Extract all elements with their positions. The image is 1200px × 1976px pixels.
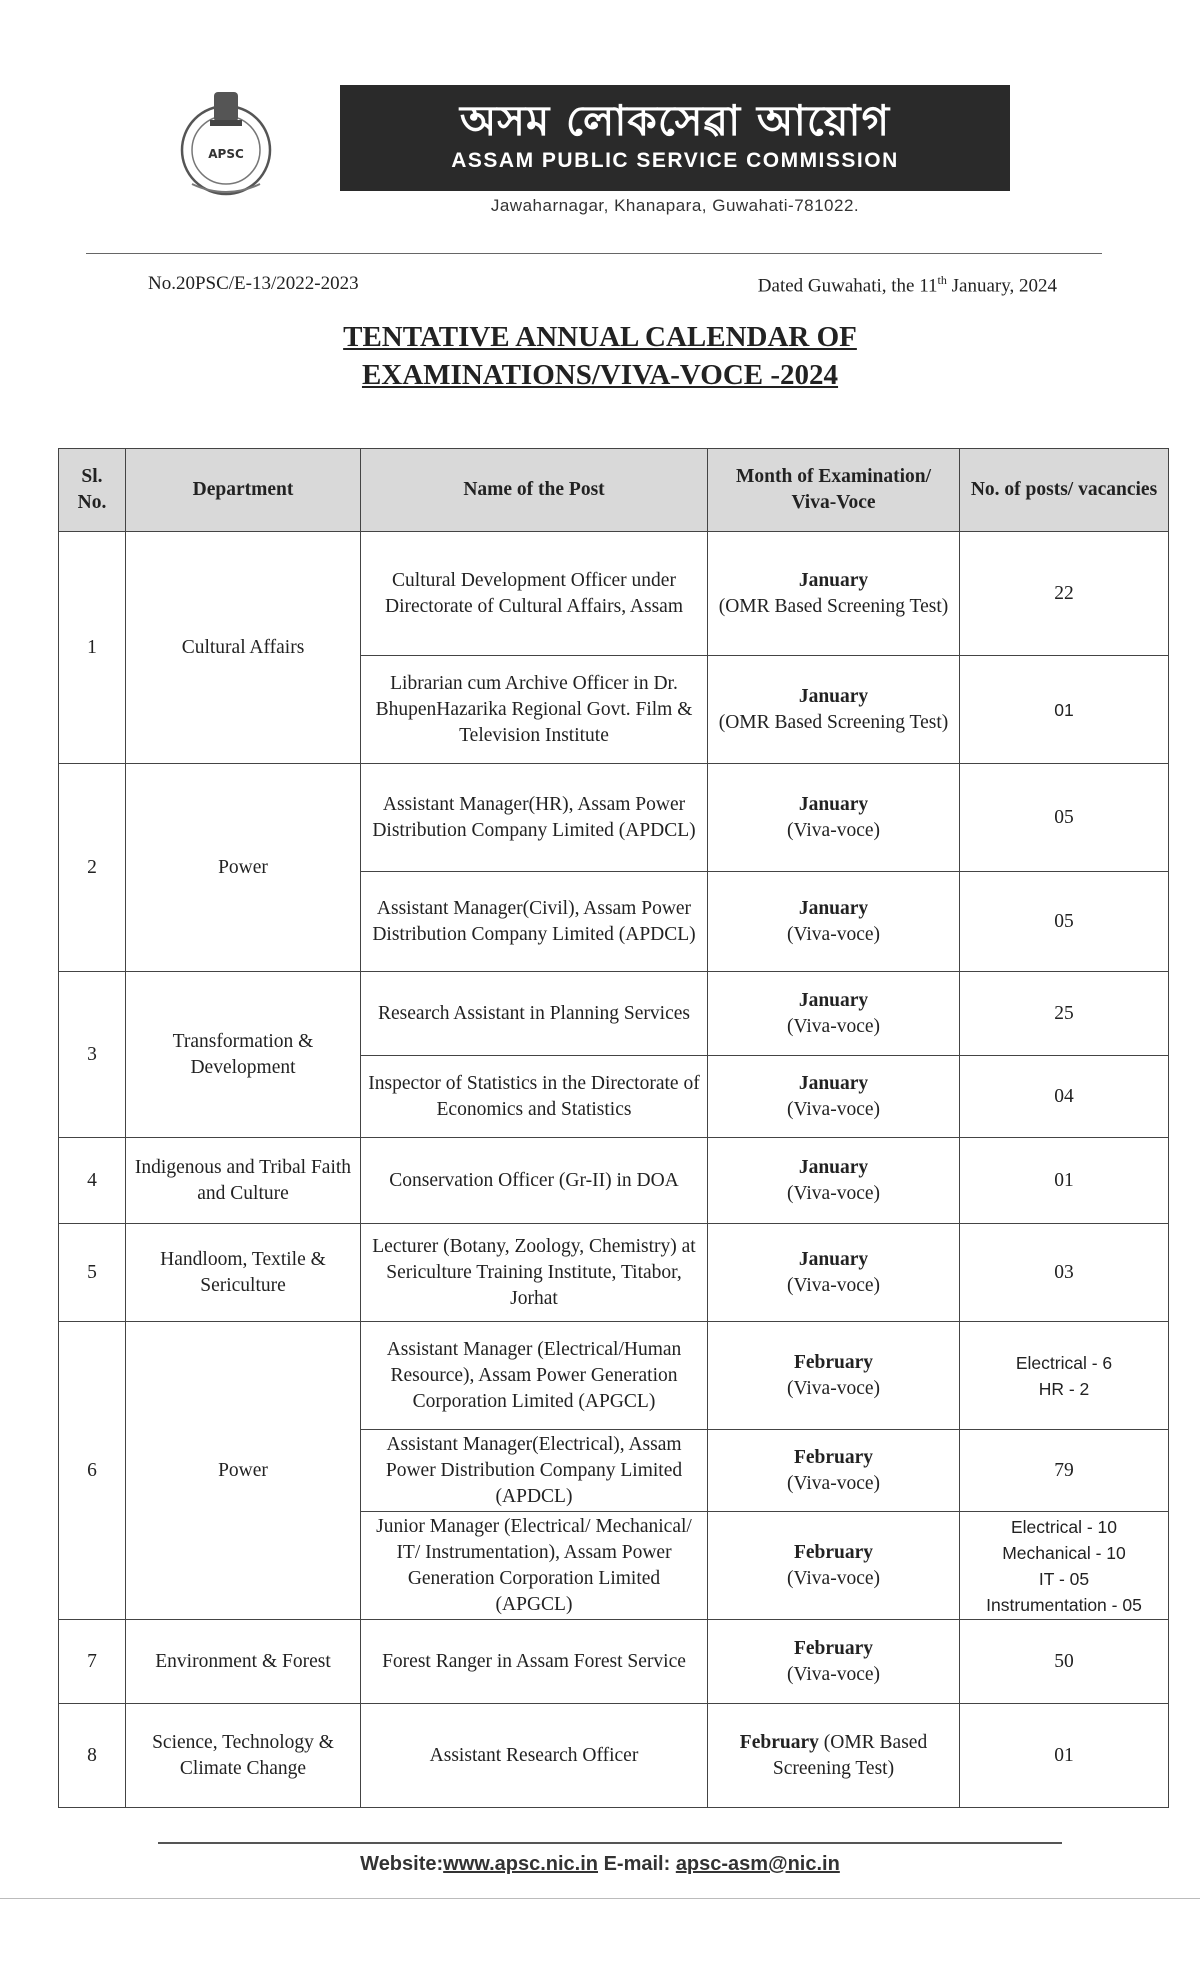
cell-sl: 7 xyxy=(59,1620,126,1704)
cell-post: Assistant Manager (Electrical/Human Resource), Assam Power Generation Corporation Limited (APGCL) xyxy=(361,1322,708,1430)
cell-month: February (Viva-voce) xyxy=(708,1430,960,1512)
header-sl-no: Sl. No. xyxy=(59,449,126,532)
cell-month: January (Viva-voce) xyxy=(708,1056,960,1138)
cell-post: Forest Ranger in Assam Forest Service xyxy=(361,1620,708,1704)
email-link[interactable]: apsc-asm@nic.in xyxy=(675,1853,840,1875)
footer-divider xyxy=(158,1842,1062,1844)
header-month: Month of Examination/ Viva-Voce xyxy=(708,449,960,532)
apsc-emblem-icon xyxy=(170,88,282,200)
cell-month: February (Viva-voce) xyxy=(708,1512,960,1620)
cell-sl: 4 xyxy=(59,1138,126,1224)
footer-contact xyxy=(0,1853,1200,1876)
header-vacancies: No. of posts/ vacancies xyxy=(960,449,1169,532)
reference-number: No.20PSC/E-13/2022-2023 xyxy=(148,273,359,294)
cell-vacancies: 03 xyxy=(960,1224,1169,1322)
table-row xyxy=(59,1322,1169,1430)
cell-department: Transformation & Development xyxy=(126,972,361,1138)
cell-post: Research Assistant in Planning Services xyxy=(361,972,708,1056)
cell-post: Lecturer (Botany, Zoology, Chemistry) at Sericulture Training Institute, Titabor, Jorhat xyxy=(361,1224,708,1322)
cell-sl: 5 xyxy=(59,1224,126,1322)
cell-sl: 8 xyxy=(59,1704,126,1808)
cell-department: Indigenous and Tribal Faith and Culture xyxy=(126,1138,361,1224)
cell-post: Assistant Manager(Civil), Assam Power Distribution Company Limited (APDCL) xyxy=(361,872,708,972)
header-department: Department xyxy=(126,449,361,532)
table-row xyxy=(59,1620,1169,1704)
cell-sl: 3 xyxy=(59,972,126,1138)
cell-post: Conservation Officer (Gr-II) in DOA xyxy=(361,1138,708,1224)
date-line: Dated Guwahati, the 11th January, 2024 xyxy=(757,273,1057,297)
table-row xyxy=(59,1224,1169,1322)
cell-vacancies: 50 xyxy=(960,1620,1169,1704)
cell-month: January (Viva-voce) xyxy=(708,972,960,1056)
cell-department: Cultural Affairs xyxy=(126,532,361,764)
website-label: Website: xyxy=(360,1853,444,1875)
emblem-text: APSC xyxy=(208,147,244,161)
cell-department: Environment & Forest xyxy=(126,1620,361,1704)
page-edge-line xyxy=(0,1898,1200,1899)
cell-vacancies: 04 xyxy=(960,1056,1169,1138)
commission-banner xyxy=(340,85,1010,191)
cell-vacancies: Electrical - 6 HR - 2 xyxy=(960,1322,1169,1430)
cell-post: Cultural Development Officer under Directorate of Cultural Affairs, Assam xyxy=(361,532,708,656)
cell-vacancies: 79 xyxy=(960,1430,1169,1512)
header-divider xyxy=(86,253,1102,254)
cell-sl: 2 xyxy=(59,764,126,972)
cell-vacancies: 01 xyxy=(960,1138,1169,1224)
table-header-row xyxy=(59,449,1169,532)
cell-post: Inspector of Statistics in the Directorate of Economics and Statistics xyxy=(361,1056,708,1138)
commission-address: Jawaharnagar, Khanapara, Guwahati-781022. xyxy=(490,196,860,215)
website-link[interactable]: www.apsc.nic.in xyxy=(443,1853,599,1875)
document-title-line1: TENTATIVE ANNUAL CALENDAR OF xyxy=(343,321,857,353)
cell-department: Power xyxy=(126,1322,361,1620)
cell-vacancies: 01 xyxy=(960,656,1169,764)
cell-post: Assistant Research Officer xyxy=(361,1704,708,1808)
cell-post: Junior Manager (Electrical/ Mechanical/ IT/ Instrumentation), Assam Power Generation Corporation Limited (APGCL) xyxy=(361,1512,708,1620)
cell-month: January (Viva-voce) xyxy=(708,1138,960,1224)
table-row xyxy=(59,972,1169,1056)
table-row xyxy=(59,764,1169,872)
cell-vacancies: 05 xyxy=(960,764,1169,872)
cell-department: Power xyxy=(126,764,361,972)
table-row xyxy=(59,1704,1169,1808)
cell-month: January (Viva-voce) xyxy=(708,872,960,972)
header-post: Name of the Post xyxy=(361,449,708,532)
document-title xyxy=(0,318,1200,394)
cell-sl: 6 xyxy=(59,1322,126,1620)
cell-vacancies: Electrical - 10 Mechanical - 10 IT - 05 Instrumentation - 05 xyxy=(960,1512,1169,1620)
cell-sl: 1 xyxy=(59,532,126,764)
cell-vacancies: 05 xyxy=(960,872,1169,972)
cell-department: Science, Technology & Climate Change xyxy=(126,1704,361,1808)
cell-post: Librarian cum Archive Officer in Dr. BhupenHazarika Regional Govt. Film & Television Institute xyxy=(361,656,708,764)
cell-vacancies: 01 xyxy=(960,1704,1169,1808)
cell-vacancies: 22 xyxy=(960,532,1169,656)
cell-month: January (OMR Based Screening Test) xyxy=(708,532,960,656)
cell-department: Handloom, Textile & Sericulture xyxy=(126,1224,361,1322)
commission-title-english: ASSAM PUBLIC SERVICE COMMISSION xyxy=(451,149,899,172)
cell-month: January (Viva-voce) xyxy=(708,764,960,872)
cell-post: Assistant Manager(HR), Assam Power Distribution Company Limited (APDCL) xyxy=(361,764,708,872)
cell-month: February (Viva-voce) xyxy=(708,1620,960,1704)
table-row xyxy=(59,532,1169,656)
exam-calendar-table xyxy=(58,448,1169,1808)
cell-month: February (Viva-voce) xyxy=(708,1322,960,1430)
cell-month: January (Viva-voce) xyxy=(708,1224,960,1322)
cell-month: January (OMR Based Screening Test) xyxy=(708,656,960,764)
table-row xyxy=(59,1138,1169,1224)
cell-month: February (OMR Based Screening Test) xyxy=(708,1704,960,1808)
document-title-line2: EXAMINATIONS/VIVA-VOCE -2024 xyxy=(361,359,839,391)
commission-title-bengali: অসম লোকসেৱা আয়োগ xyxy=(459,96,891,145)
cell-post: Assistant Manager(Electrical), Assam Power Distribution Company Limited (APDCL) xyxy=(361,1430,708,1512)
cell-vacancies: 25 xyxy=(960,972,1169,1056)
email-label: E-mail: xyxy=(598,1853,676,1875)
